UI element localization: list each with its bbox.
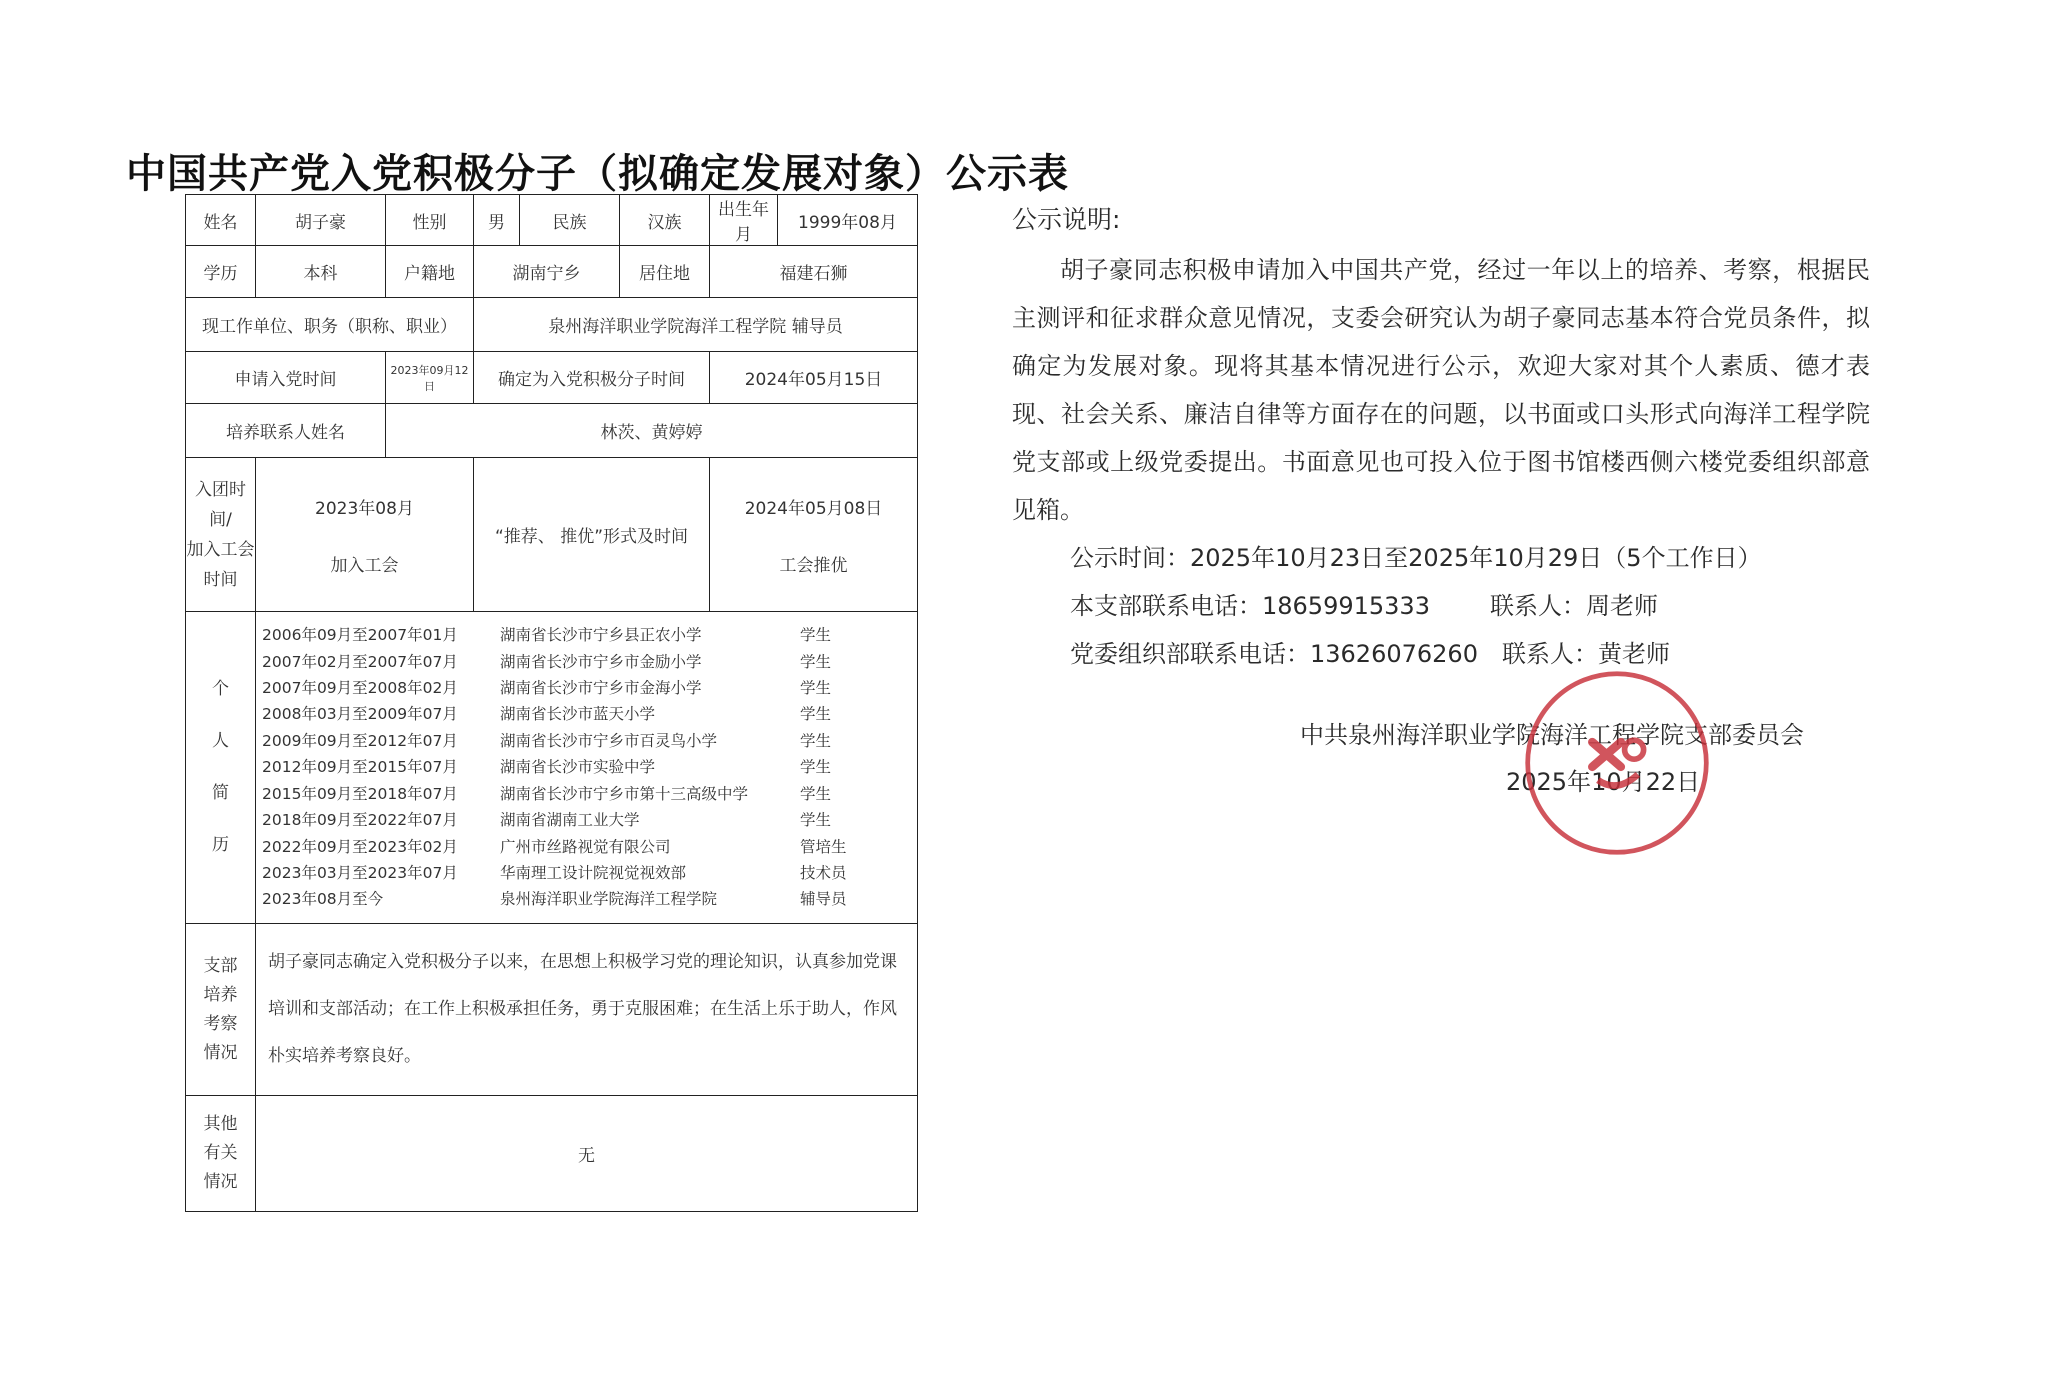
other-label-line: 情况 bbox=[203, 1172, 238, 1192]
other-label-line: 其他 bbox=[203, 1114, 238, 1134]
resume-item bbox=[262, 860, 917, 886]
resume-org: 湖南省长沙市宁乡市金海小学 bbox=[500, 679, 702, 698]
activist-label: 确定为入党积极分子时间 bbox=[474, 352, 710, 404]
resume-role: 辅导员 bbox=[800, 890, 847, 909]
apply-date: 2023年09月12日 bbox=[386, 352, 474, 404]
ethnicity-value: 汉族 bbox=[620, 195, 710, 246]
resume-org: 广州市丝路视觉有限公司 bbox=[500, 837, 671, 856]
league-type: 加入工会 bbox=[330, 555, 399, 576]
signature-date: 2025年10月22日 bbox=[1506, 768, 1701, 796]
resume-period: 2007年02月至2007年07月 bbox=[262, 652, 458, 671]
residence-value: 福建石狮 bbox=[710, 246, 918, 298]
resume-item bbox=[262, 622, 917, 648]
org-contact-line bbox=[1012, 630, 1870, 678]
gender-value: 男 bbox=[474, 195, 520, 246]
hukou-value: 湖南宁乡 bbox=[474, 246, 620, 298]
birth-label: 出生年月 bbox=[710, 195, 778, 246]
resume-period: 2023年08月至今 bbox=[262, 890, 384, 909]
resume-item bbox=[262, 807, 917, 833]
resume-period: 2007年09月至2008年02月 bbox=[262, 679, 458, 698]
education-value: 本科 bbox=[256, 246, 386, 298]
resume-period: 2015年09月至2018年07月 bbox=[262, 784, 458, 803]
resume-role: 学生 bbox=[800, 758, 832, 777]
league-label-line-3: 时间 bbox=[203, 569, 238, 590]
notice-body: 胡子豪同志积极申请加入中国共产党，经过一年以上的培养、考察，根据民主测评和征求群众意见情况，支委会研究认为胡子豪同志基本符合党员条件，拟确定为发展对象。现将其基本情况进行公示，欢迎大家对其个人素质、德才表现、社会关系、廉洁自律等方面存在的问题，以书面或口头形式向海洋工程学院党支部或上级党委提出。书面意见也可投入位于图书馆楼西侧六楼党委组织部意见箱。 bbox=[1012, 256, 1870, 524]
league-label-line-2: 加入工会 bbox=[186, 539, 255, 560]
resume-label-char: 个 bbox=[212, 679, 229, 699]
league-cell bbox=[256, 458, 474, 612]
resume-period: 2012年09月至2015年07月 bbox=[262, 758, 458, 777]
resume-item bbox=[262, 781, 917, 807]
resume-item bbox=[262, 649, 917, 675]
notice-period: 公示时间：2025年10月23日至2025年10月29日（5个工作日） bbox=[1070, 544, 1762, 572]
party-emblem-icon bbox=[1592, 740, 1643, 785]
resume-item bbox=[262, 886, 917, 912]
resume-org: 湖南省长沙市宁乡市金励小学 bbox=[500, 652, 702, 671]
name-label: 姓名 bbox=[186, 195, 256, 246]
recommend-label: “推荐、 推优”形式及时间 bbox=[474, 458, 710, 612]
other-label bbox=[186, 1096, 256, 1212]
resume-role: 学生 bbox=[800, 705, 832, 724]
ethnicity-label: 民族 bbox=[520, 195, 620, 246]
resume-label-char: 人 bbox=[212, 731, 229, 751]
contact-names: 林茨、黄婷婷 bbox=[386, 404, 918, 458]
resume-period: 2018年09月至2022年07月 bbox=[262, 811, 458, 830]
resume-role: 学生 bbox=[800, 784, 832, 803]
recommend-type: 工会推优 bbox=[779, 555, 848, 576]
resume-org: 湖南省长沙市宁乡市百灵鸟小学 bbox=[500, 731, 718, 750]
league-label-line-1: 入团时间/ bbox=[195, 479, 246, 530]
resume-org: 湖南省长沙市宁乡县正农小学 bbox=[500, 626, 702, 645]
work-label: 现工作单位、职务（职称、职业） bbox=[186, 298, 474, 352]
branch-phone: 本支部联系电话：18659915333 bbox=[1070, 592, 1430, 620]
resume-org: 华南理工设计院视觉视效部 bbox=[500, 863, 687, 882]
org-contact: 联系人：黄老师 bbox=[1501, 640, 1670, 668]
assessment-label-line: 考察 bbox=[203, 1013, 238, 1034]
official-seal bbox=[1522, 668, 1712, 858]
residence-label: 居住地 bbox=[620, 246, 710, 298]
resume-item bbox=[262, 754, 917, 780]
work-value: 泉州海洋职业学院海洋工程学院 辅导员 bbox=[474, 298, 918, 352]
resume-role: 学生 bbox=[800, 652, 832, 671]
resume-item bbox=[262, 728, 917, 754]
recommend-cell bbox=[710, 458, 918, 612]
other-value: 无 bbox=[256, 1096, 918, 1212]
page-title: 中国共产党入党积极分子（拟确定发展对象）公示表 bbox=[126, 150, 1069, 197]
resume-org: 湖南省长沙市宁乡市第十三高级中学 bbox=[500, 784, 749, 803]
branch-contact: 联系人：周老师 bbox=[1489, 592, 1658, 620]
education-label: 学历 bbox=[186, 246, 256, 298]
resume-period: 2023年03月至2023年07月 bbox=[262, 863, 458, 882]
resume-label bbox=[186, 612, 256, 924]
resume-role: 技术员 bbox=[800, 863, 847, 882]
assessment-text bbox=[256, 924, 918, 1096]
resume-period: 2006年09月至2007年01月 bbox=[262, 626, 458, 645]
resume-label-char: 简 bbox=[212, 783, 229, 803]
resume-role: 学生 bbox=[800, 811, 832, 830]
assessment-label bbox=[186, 924, 256, 1096]
resume-org: 湖南省长沙市蓝天小学 bbox=[500, 705, 656, 724]
other-label-line: 有关 bbox=[203, 1143, 238, 1163]
assessment-label-line: 培养 bbox=[203, 984, 238, 1005]
assessment-paragraph: 胡子豪同志确定入党积极分子以来，在思想上积极学习党的理论知识，认真参加党课培训和支部活动；在工作上积极承担任务，勇于克服困难；在生活上乐于助人，作风朴实培养考察良好。 bbox=[268, 952, 897, 1066]
apply-label: 申请入党时间 bbox=[186, 352, 386, 404]
notice-heading: 公示说明: bbox=[1012, 205, 1121, 234]
birth-value: 1999年08月 bbox=[778, 195, 918, 246]
notice-section bbox=[1012, 200, 1870, 678]
name-value: 胡子豪 bbox=[256, 195, 386, 246]
resume-list bbox=[256, 612, 918, 924]
league-date: 2023年08月 bbox=[315, 498, 414, 519]
assessment-label-line: 支部 bbox=[203, 955, 238, 976]
resume-period: 2009年09月至2012年07月 bbox=[262, 731, 458, 750]
contact-label: 培养联系人姓名 bbox=[186, 404, 386, 458]
resume-role: 学生 bbox=[800, 731, 832, 750]
resume-org: 湖南省长沙市实验中学 bbox=[500, 758, 656, 777]
publicity-form-table bbox=[185, 194, 918, 1212]
branch-contact-line bbox=[1012, 582, 1870, 630]
resume-item bbox=[262, 675, 917, 701]
resume-role: 学生 bbox=[800, 679, 832, 698]
resume-org: 湖南省湖南工业大学 bbox=[500, 811, 640, 830]
recommend-date: 2024年05月08日 bbox=[744, 498, 883, 519]
resume-org: 泉州海洋职业学院海洋工程学院 bbox=[500, 890, 718, 909]
activist-date: 2024年05月15日 bbox=[710, 352, 918, 404]
hukou-label: 户籍地 bbox=[386, 246, 474, 298]
resume-period: 2008年03月至2009年07月 bbox=[262, 705, 458, 724]
signature-org: 中共泉州海洋职业学院海洋工程学院支部委员会 bbox=[1300, 721, 1804, 749]
gender-label: 性别 bbox=[386, 195, 474, 246]
resume-role: 管培生 bbox=[800, 837, 847, 856]
org-phone: 党委组织部联系电话：13626076260 bbox=[1070, 640, 1478, 668]
assessment-label-line: 情况 bbox=[203, 1042, 238, 1063]
resume-label-char: 历 bbox=[212, 835, 229, 855]
resume-role: 学生 bbox=[800, 626, 832, 645]
league-label bbox=[186, 458, 256, 612]
resume-item bbox=[262, 834, 917, 860]
resume-item bbox=[262, 701, 917, 727]
resume-period: 2022年09月至2023年02月 bbox=[262, 837, 458, 856]
